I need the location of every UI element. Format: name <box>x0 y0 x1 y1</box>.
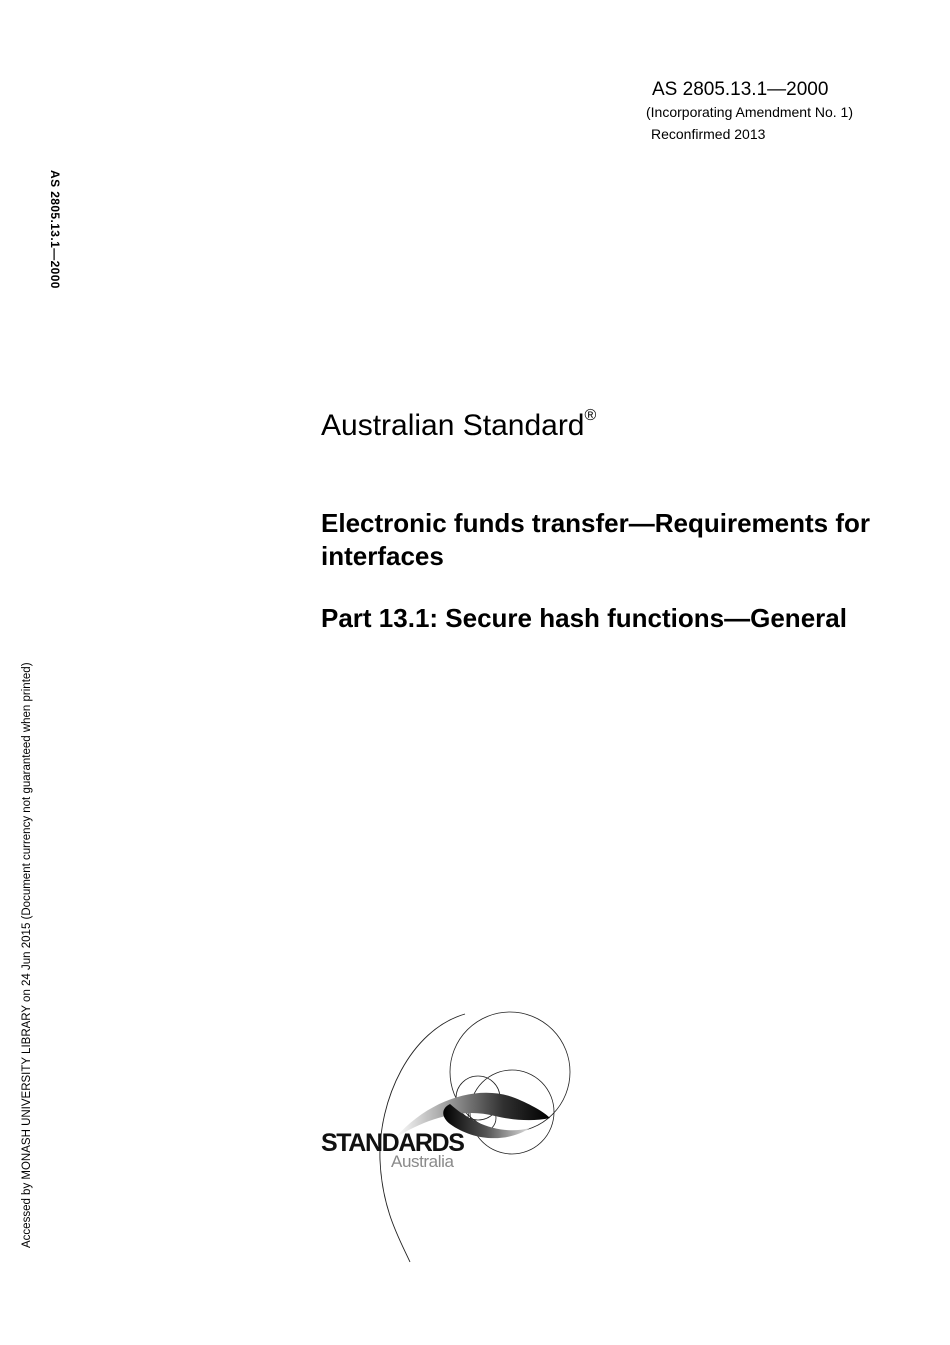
part-title: Part 13.1: Secure hash functions—General <box>321 603 847 633</box>
logo-wordmark: STANDARDS <box>321 1129 464 1157</box>
amendment-note: (Incorporating Amendment No. 1) <box>646 104 853 120</box>
logo-subword: Australia <box>391 1152 454 1171</box>
brand-label: Australian Standard <box>321 409 585 442</box>
reconfirmed-note: Reconfirmed 2013 <box>651 126 766 142</box>
access-watermark-note: Accessed by MONASH UNIVERSITY LIBRARY on 24 Jun 2015 (Document currency not guaranteed when printed) <box>21 662 33 1248</box>
registered-mark: ® <box>584 407 597 424</box>
australian-standard-label <box>321 400 596 446</box>
document-title: Electronic funds transfer—Requirements for interfaces <box>321 508 870 571</box>
spine-standard-number: AS 2805.13.1—2000 <box>48 170 62 289</box>
standard-number: AS 2805.13.1—2000 <box>652 79 829 100</box>
